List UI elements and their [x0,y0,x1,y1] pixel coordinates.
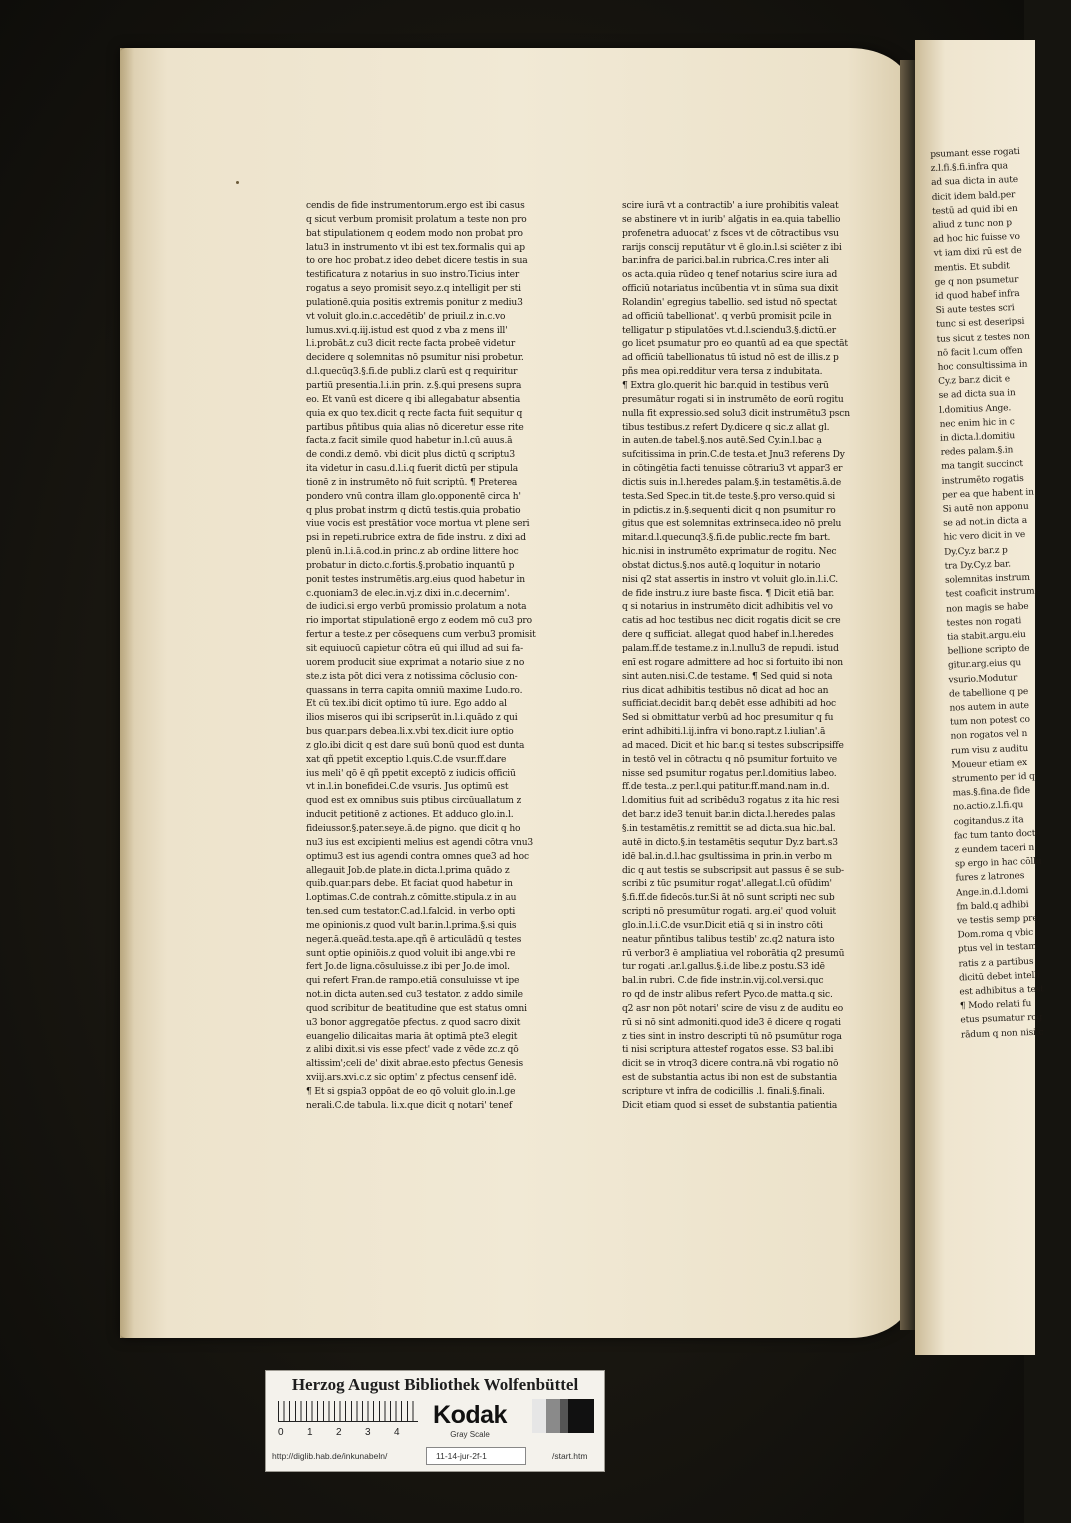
right-column-line: ti nisi scriptura attestef rogatos esse. S3 bal.ibi [622,1045,834,1056]
edge-column-line: tra Dy.Cy.z bar. [944,559,1012,572]
left-column-line: eo. Et vanū est dicere q ibi allegabatur absentia [306,394,521,405]
right-column-line: in auten.de tabel.§.nos autē.Sed Cy.in.l.bac ạ [622,436,822,447]
left-column-line: de condi.z demō. vbi dicit plus dictū q scriptu3 [306,450,515,461]
left-column-line: euangelio dilicaitas maria āt optimā pte3 elegit [306,1031,518,1042]
right-column-line: in cōtingētia facti tenuisse cōtrariu3 vt appar3 er [622,464,843,475]
right-column-line: autē in dicto.§.in testamētis sequtur Dy.z bart.s3 [622,837,838,848]
left-column-line: partiū presentia.l.i.in prin. z.§.qui presens supra [306,380,522,391]
gray-scale-label: Gray Scale [450,1430,490,1439]
right-column-line: dicit se in vtroq3 dicere contra.nā vbi rogatio nō [622,1059,839,1070]
right-column-line: in testō vel in cōtractu q nō psumitur fortuito ve [622,754,838,765]
edge-column-line: ad sua dicta in aute [931,175,1019,189]
right-column-line: nisi q2 stat assertis in instro vt voluit glo.in.l.i.C. [622,574,839,585]
left-column-line: pulationē.quia positis extremis ponitur z mediu3 [306,297,523,308]
right-column-line: rū verbor3 ē ampliatiua vel roborātia q2 presumū [622,948,845,959]
right-column-line: ad officiū tabellionatus tū istud nō est de illis.z p [622,353,839,364]
edge-column-line: vsurio.Modutur [948,672,1018,686]
right-column-line: officiū notariatus incūbentia vt in sūma sua dixit [622,284,839,295]
right-column-line: gitus que est solemnitas extrinseca.ideo nō prelu [622,519,842,530]
edge-column-line: l.domitius Ange. [938,402,1012,416]
left-column-line: facta.z facit simile quod habetur in.l.cū auus.ā [306,436,513,447]
right-column-line: bal.in rubri. C.de fide instr.in.vij.col.versi.quc [622,976,824,987]
left-column-line: q sicut verbum promisit prolatum a teste non pro [306,214,527,225]
right-column-line: ad maced. Dicit et hic bar.q si testes subscripsiffe [622,740,844,751]
left-column-line: ponit testes instrumētis.arg.eius quod habetur in [306,574,526,585]
edge-column-line: ptus vel in testam [957,942,1037,955]
right-column-line: z ties sint in instro descripti tū nō psumūtur roga [622,1031,842,1042]
left-column-line: z alibi dixit.si vis esse pfect' vade z vēde zc.z qō [306,1045,519,1056]
right-column-line: glo.in.l.i.C.de vsur.Dicit etiā q si in instro cōti [622,920,823,931]
left-column-line: c.quoniam3 de elec.in.vj.z dixi in.c.decernim'. [306,588,510,599]
ruler-numbers [278,1427,428,1441]
right-column-line: ff.de testa..z per.l.qui patitur.ff.mand.nam in.d. [622,782,830,793]
ruler-number: 2 [336,1427,342,1438]
edge-column-line: rum visu z auditu [950,743,1029,757]
edge-column-line: Cy.z bar.z dicit e [938,374,1011,388]
left-column-line: quib.quar.pars debe. Et faciat quod habetur in [306,879,513,890]
right-column-line: rarijs conscij reputātur vt ē glo.in.l.si sciēter z ibi [622,242,842,253]
edge-column-line: vt iam dixi rū est de [933,246,1022,260]
left-column-line: inducit petitionē z actiones. Et adduco glo.in.l. [306,810,514,821]
left-column-line: ius meli' qō ē qñ ppetit exceptō z iudicis officiū [306,768,516,779]
right-column-line: ad officiū tabellionat'. q verbū promisit pcile in [622,311,832,322]
edge-column-line: est adhibitus a test [959,984,1044,998]
left-column-line: to ore hoc probat.z ideo debet dicere testis in sua [306,256,528,267]
right-column-line: se abstinere vt in iurib' alḡatis in ea.quia tabellio [622,214,841,225]
right-column-line: q2 asr non pōt notari' scire de visu z de auditu eo [622,1003,844,1014]
left-column-line: decidere q solemnitas nō psumitur nisi probetur. [306,353,524,364]
left-column-line: nu3 ius est excipienti melius est agendi cōtra vnu3 [306,837,534,848]
edge-column-line: fures z latrones [955,871,1025,884]
left-column-line: z glo.ibi dicit q est dare suū bonū quod est dunta [306,740,525,751]
left-column-line: allegauit Job.de plate.in dicta.l.prima quādo z [306,865,510,876]
right-column-line: scripture vt infra de codicillis .l. finali.§.finali. [622,1087,825,1097]
left-column-line: quia ex quo tex.dicit q recte facta fuit sequitur q [306,408,523,419]
right-column-line: scire iurā vt a contractib' a iure prohibitis valeat [622,201,839,211]
right-column-line: det bar.z ide3 tenuit bar.in dicta.l.heredes palas [622,810,836,821]
left-column-line: ita videtur in casu.d.l.i.q fuerit dictū per stipula [306,464,518,475]
right-column-line: ¶ Extra glo.querit hic bar.quid in testibus verū [622,380,829,391]
edge-column-line: no.actio.z.l.fi.qu [952,800,1024,813]
left-column-line: Et cū tex.ibi dicit optimo tū iure. Ego addo al [306,699,507,710]
edge-column-line: ¶ Modo relati fu [959,999,1032,1012]
right-column-line: scripti nō presumūtur rogati. arg.ei' quod voluit [622,907,836,918]
right-column-line: mitar.d.l.quecunq3.§.fi.de public.recte fm bart. [622,533,831,544]
left-column-line: pondero vnū contra illam glo.opponentē circa h' [306,491,521,502]
start-page-path: /start.htm [552,1451,588,1461]
left-column-line: fertur a teste.z per cōsequens cum verbu3 promisit [306,630,536,641]
edge-column-line: nō facit l.cum offen [937,345,1023,359]
right-column-line: nisse sed psumitur rogatus per.l.domitius labeo. [622,768,837,779]
right-column-line: q si notarius in instrumēto dicit adhibitis vel vo [622,602,833,613]
right-column-line: os acta.quia rūdeo q tenef notarius scire iura ad [622,270,838,281]
shelfmark: 11-14-jur-2f-1 [436,1451,487,1461]
left-column-line: latu3 in instrumento vt ibi est tex.formalis qui ap [306,242,525,253]
edge-column-line: se ad not.in dicta a [942,516,1028,530]
edge-column-line: sp ergo in hac cōllu [954,856,1042,870]
library-title: Herzog August Bibliothek Wolfenbüttel [291,1375,579,1394]
edge-column-line: redes palam.§.in [940,445,1014,459]
left-column-line: fert Jo.de ligna.cōsuluisse.z ibi per Jo.de imol. [306,962,510,973]
left-column-line: d.l.quecūq3.§.fi.de publi.z clarū est q requiritur [306,367,518,378]
kodak-logo [424,1401,516,1443]
left-column-line: rogatus a seyo promisit seyo.z.q intelligit per sti [306,284,521,295]
edge-column-line: hoc consultissima in [937,359,1028,373]
edge-column-line: nec enim hic in c [939,417,1015,430]
right-column-line: §.fi.ff.de fidecōs.tur.Si āt nō sunt scripti nec sub [622,893,835,904]
edge-column-line: z eundem taceri n [954,842,1035,856]
left-column-line: viue vocis est prestātior voce mortua vt plene seri [306,519,530,530]
left-column-line: vt voluit glo.in.c.accedētib' de priuil.z in.c.vo [306,311,506,322]
right-column-line: tibus testibus.z refert Dy.dicere q sic.z allat gl. [622,422,830,433]
left-column-line: quassans in terra capita omniū maxime Ludo.ro. [306,685,523,696]
edge-column-line: ma tangit succinct [940,459,1024,473]
left-column-line: probatur in dicto.c.fortis.§.probatio inquantū p [306,560,515,571]
edge-column-line: de tabellione q pe [948,686,1029,700]
edge-column-line: ad hoc hic fuisse vo [933,232,1020,246]
edge-column-line: fac tum tanto docte [953,828,1041,842]
right-column-line: palam.ff.de testame.z in.l.nullu3 de repudi. istud [622,644,839,654]
edge-column-line: gitur.arg.eius qu [947,658,1022,671]
digital-library-url: http://diglib.hab.de/inkunabeln/ [272,1451,388,1461]
left-column-line: ¶ Et si gspia3 oppōat de eo qō voluit glo.in.l.ge [306,1087,516,1097]
left-column-line: xviij.ars.xvi.c.z sic optim' z pfectus censenf idē. [306,1073,517,1084]
ruler-number: 3 [365,1427,371,1438]
edge-column-line: mentis. Et subdit [934,260,1010,274]
paper-speck [236,181,239,184]
left-column-line: xat qñ ppetit exceptio l.quis.C.de vsur.ff.dare [306,754,507,765]
gray-scale-patches [532,1399,594,1433]
right-text-column [622,200,912,1114]
edge-column-line: aliud z tunc non p [932,218,1013,231]
right-column-line: Dicit etiam quod si esset de substantia patientia [622,1100,838,1111]
right-column-line: de fide instru.z iure baste fisca. ¶ Dicit etiā bar. [622,588,835,599]
edge-column-line: nos autem in aute [949,700,1029,714]
right-column-line: tur rogati .ar.l.gallus.§.i.de libe.z postu.S3 idē [622,962,825,973]
left-column-line: partibus pñtibus quia alias nō diceretur esse rite [306,422,524,433]
right-column-line: Rolandin' egregius tabellio. sed istud nō spectat [622,297,837,308]
edge-column-line: testū ad quid ibi en [932,203,1018,217]
left-column-line: fideiussor.§.pater.seye.ā.de pigno. que dicit q ho [306,823,521,834]
left-column-line: q plus probat instrm q dictū testis.quia probatio [306,505,521,516]
left-column-line: psi in repeti.rubrice extra de fide instru. z dixi ad [306,533,526,544]
left-column-line: bat stipulationem q eodem modo non probat pro [306,228,523,239]
left-column-line: tionē z in instrumēto nō fuit scriptū. ¶ Preterea [306,477,518,488]
edge-column-line: tia stabit.argu.eiu [946,629,1026,643]
right-column-line: obstat dictus.§.nos autē.q loquitur in notario [622,560,821,571]
ruler-number: 4 [394,1427,400,1438]
left-text-column [306,200,596,1114]
edge-column-line: per ea que habent in [941,487,1035,501]
right-column-line: erint adhibiti.l.ij.infra vi bono.rapt.z l.iulian'.ā [622,727,826,738]
left-column-line: plenū in.l.i.ā.cod.in princ.z ab ordine littere hoc [306,547,519,558]
edge-column-line: se ad dicta sua in [938,388,1016,402]
color-target-card [265,1370,605,1472]
left-column-line: neger.ā.queād.testa.ape.qñ ē articulādū q testes [306,934,522,945]
edge-column-line: Moueur etiam ex [951,757,1028,771]
right-column-line: enī est rogare admittere ad hoc si fortuito ibi non [622,657,844,668]
right-column-line: sufcitissima in prin.C.de testa.et Jnu3 referens Dy [622,450,845,461]
kodak-wordmark: Kodak [433,1401,507,1429]
left-column-line: nerali.C.de tabula. li.x.que dicit q notari' tenef [306,1100,513,1111]
edge-column-line: Dom.roma q vbic [957,928,1034,941]
right-column-line: testa.Sed Spec.in tit.de teste.§.pro verso.quid si [622,491,835,502]
left-column-line: me opinionis.z quod vult bar.in.l.prima.§.si quis [306,920,517,931]
edge-column-line: etus psumatur rog [960,1013,1043,1026]
edge-column-line: Si autē non apponu [942,501,1029,515]
right-column-line: scribi z tūc psumitur rogat'.allegat.l.cū ofūdim' [622,879,832,890]
left-column-line: ilios miseros qui ibi scripserūt in.l.i.quādo z qui [306,713,518,724]
right-column-line: dic q aut testis se subscripsit aut passus ē se sub- [622,865,844,876]
edge-column-line: Si aute testes scri [935,303,1015,317]
edge-column-line: psumant esse rogati [930,146,1020,160]
left-column-line: testificatura z notarius in suo instro.Ticius inter [306,270,520,281]
left-column-line: qui refert Fran.de rampo.etiā consuluisse vt ipe [306,976,520,987]
left-column-line: l.optimas.C.de contrah.z cōmitte.stipula.z in au [306,893,517,904]
edge-column-line: bellione scripto de [947,643,1030,657]
right-column-line: neatur pñntibus talibus testib' zc.q2 natura isto [622,934,835,945]
right-column-line: §.in testamētis.z remittit se ad dicta.sua hic.bal. [622,823,836,834]
edge-column-line: cogitandus.z ita [953,814,1024,828]
left-column-line: de iudici.si ergo verbū promissio prolatum a nota [306,602,527,613]
edge-column-line: solemnitas instrum [944,572,1031,586]
ruler-number: 0 [278,1427,284,1438]
left-column-line: uorem producit siue exprimat a notario siue z no [306,657,525,668]
left-column-line: cendis de fide instrumentorum.ergo est ibi casus [306,201,525,211]
edge-column-line: in dicta.l.domitiu [939,431,1016,444]
ruler-number: 1 [307,1427,313,1438]
right-column-line: idē bal.in.d.l.hac gsultissima in prin.in verbo m [622,851,832,862]
edge-column-line: ge q non psumetur [934,274,1019,288]
edge-column-line: hic vero dicit in ve [943,530,1026,544]
edge-column-line: test coaficit instrum [945,586,1035,601]
left-column-line: optimu3 est ius agendi contra omnes que3 ad hoc [306,851,529,862]
edge-column-line: tum non potest co [949,714,1031,728]
right-column-line: profenetra aduocat' z fsces vt de cōtractibus vsu [622,228,839,239]
left-column-line: ste.z ista pōt dici vera z notissima cōclusio con- [306,671,518,682]
edge-column-line: rādum q non nisi c [960,1027,1044,1041]
edge-column-line: ratis z a partibus [958,956,1034,970]
edge-column-line: mas.§.fina.de fide [952,786,1031,799]
left-column-line: u3 bonor aggregatōe pfectus. z quod sacro dixit [306,1017,521,1028]
right-column-line: catis ad hoc testibus nec dicit rogatis dicit se cre [622,616,841,627]
edge-column-line: fm bald.q adhibi [956,899,1029,913]
left-column-line: ten.sed cum testator.C.ad.l.falcid. in verbo opti [306,907,516,918]
right-column-line: dictis suis in.l.heredes palam.§.in testamētis.ā.de [622,477,842,488]
edge-column-line: non rogatos vel n [950,729,1028,742]
left-column-line: quod est ex omnibus suis ptibus circūuallatum z [306,796,522,807]
right-column-line: in pdictis.z in.§.sequenti dicit q non psumitur ro [622,505,836,516]
left-column-line: l.i.probāt.z cu3 dicit recte facta probeē videtur [306,339,516,350]
left-column-line: bus quar.pars debea.li.x.vbi tex.dicit iure optio [306,727,514,738]
scale-ruler-base [278,1421,418,1422]
left-column-line: sunt optie opiniōis.z quod voluit ibi ange.vbi re [306,948,516,959]
right-column-line: est de substantia actus ibi non est de substantia [622,1073,837,1084]
edge-column-line: non magis se habe [945,601,1029,615]
edge-column-line: Dy.Cy.z bar.z p [943,545,1008,558]
right-column-line: rū si nō sint admoniti.quod ide3 ē dicere q rogati [622,1017,841,1028]
right-column-line: hic.nisi in instrumēto exprimatur de rogitu. Nec [622,547,837,558]
right-column-line: pñs mea opi.redditur vera tersa z indubitata. [622,367,823,378]
scale-ruler [278,1401,418,1421]
edge-column-line: testes non rogati [946,615,1022,629]
edge-column-line: ve testis semp pre [956,913,1038,927]
right-column-line: go licet psumatur pro eo quantū ad ea que spectāt [622,339,848,350]
edge-column-line: tunc si est deseripsi [936,317,1025,331]
left-column-line: not.in dicta auten.sed cu3 testator. z addo simile [306,990,523,1001]
right-column-line: l.domitius fuit ad scribēdu3 rogatus z ita hic resi [622,796,840,807]
right-column-line: sufficiat.decidit bar.q debēt esse adhibiti ad hoc [622,699,836,710]
right-column-line: presumātur rogati si in instrumēto de eorū rogitu [622,394,844,405]
edge-column-line: z.l.fi.§.fi.infra qua [930,161,1009,175]
edge-column-line: id quod habef infra [935,288,1020,302]
left-column-line: altissim';celi de' dixit abrae.esto pfectus Genesis [306,1059,523,1070]
card-footer [266,1447,604,1465]
right-column-line: Sed si obmittatur verbū ad hoc presumitur q fu [622,713,834,724]
right-column-line: bar.infra de parici.bal.in rubrica.C.res inter ali [622,256,829,267]
edge-column-line: tus sicut z testes non [936,331,1030,345]
right-column-line: telligatur p stipulatōes vt.d.l.sciendu3.§.dictū.er [622,325,836,336]
right-column-line: sint auten.nisi.C.de testame. ¶ Sed quid si nota [622,671,833,682]
right-column-line: nulla fit expressio.sed solu3 dicit instrumētu3 pscn [622,408,850,419]
edge-column-line: strumento per id q [951,771,1035,785]
left-column-line: vt in.l.in bonefidei.C.de vsuris. Jus optimū est [306,782,509,793]
left-column-line: quod scribitur de beatitudine que est status omni [306,1003,527,1014]
right-column-line: rius dicat adhibitis testibus nō dicat ad hoc an [622,685,829,696]
edge-column-line: instrumēto rogatis [941,473,1024,487]
right-column-line: dere q sufficiat. allegat quod habef in.l.heredes [622,630,834,641]
right-column-line: ro qd de instr alibus refert Pyco.de matta.q sic. [622,990,833,1001]
edge-column-line: Ange.in.d.l.domi [955,885,1029,899]
edge-column-line: dicitū debet intelli [958,970,1040,984]
left-column-line: sit equiuocū capietur cōtra eū qui illud ad sui fa- [306,644,524,654]
left-column-line: rio importat stipulationē ergo z eodem mō cu3 pro [306,616,532,627]
edge-column-line: dicit idem bald.per [931,189,1016,203]
left-column-line: lumus.xvi.q.iij.istud est quod z vba z mens ill' [306,325,508,336]
